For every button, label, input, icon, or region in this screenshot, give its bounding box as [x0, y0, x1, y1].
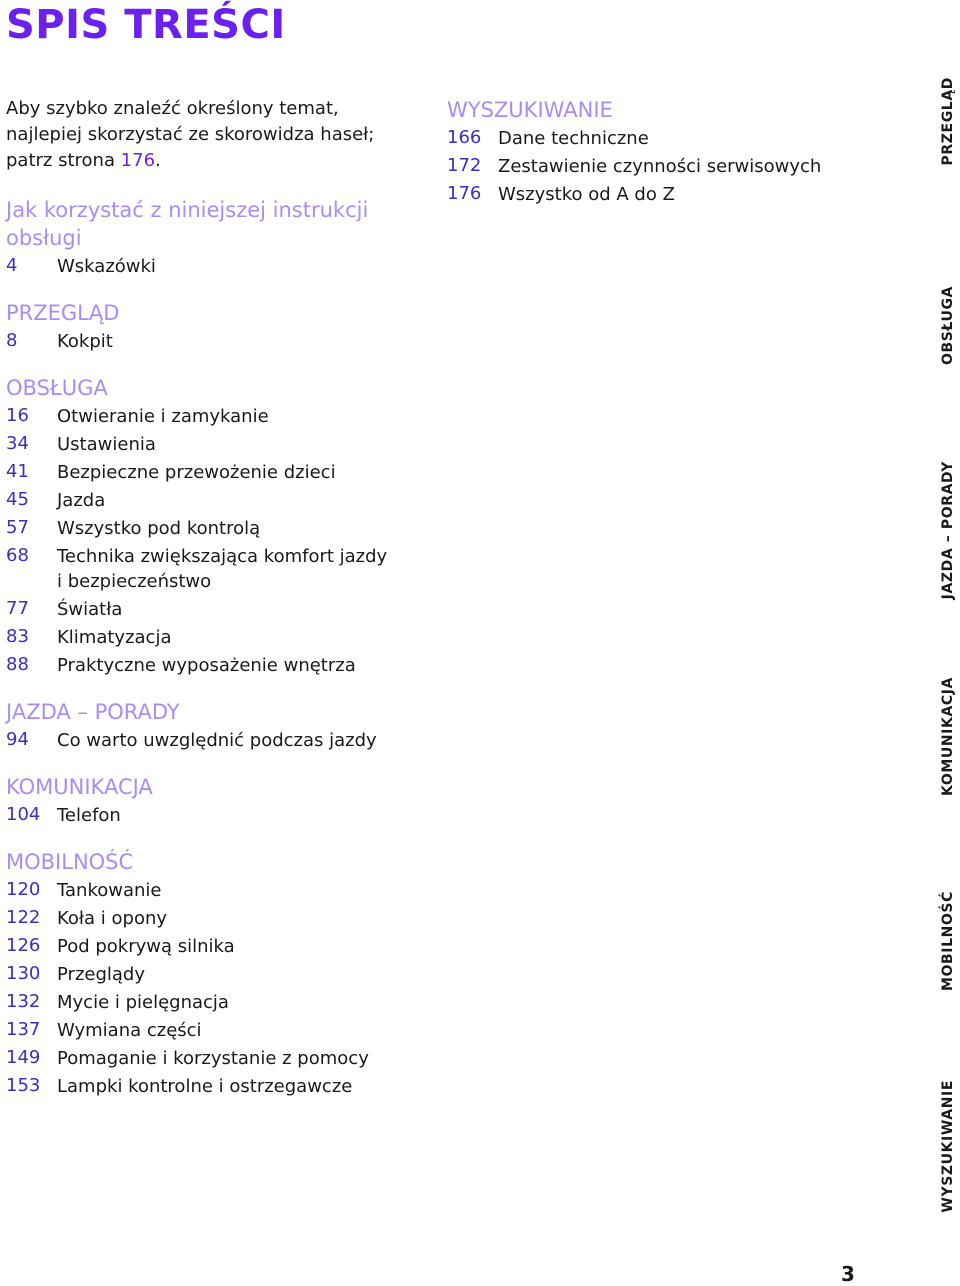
toc-entry[interactable] — [6, 252, 416, 280]
entry-page-number: 122 — [6, 907, 41, 928]
entry-title: Światła — [57, 598, 123, 620]
toc-entry[interactable] — [6, 486, 416, 514]
right-column — [447, 96, 898, 208]
toc-entry[interactable] — [6, 876, 416, 904]
toc-entry[interactable] — [6, 726, 416, 754]
entry-title: Lampki kontrolne i ostrzegawcze — [57, 1075, 353, 1097]
entry-page-number: 130 — [6, 963, 41, 984]
entry-page-number: 77 — [6, 598, 29, 619]
side-tab-przeglad[interactable]: PRZEGLĄD — [940, 76, 956, 166]
entry-page-number: 34 — [6, 433, 29, 454]
page-number: 3 — [841, 1262, 855, 1286]
entry-page-number: 41 — [6, 461, 29, 482]
section-heading: PRZEGLĄD — [6, 301, 120, 325]
toc-entry[interactable] — [6, 651, 416, 679]
entry-title: Mycie i pielęgnacja — [57, 991, 229, 1013]
toc-entry[interactable] — [447, 124, 898, 152]
side-tab-mobilnosc[interactable]: MOBILNOŚĆ — [940, 891, 956, 992]
toc-section — [6, 773, 416, 829]
entry-page-number: 172 — [447, 155, 482, 176]
toc-section — [447, 96, 898, 208]
entry-page-number: 45 — [6, 489, 29, 510]
entry-page-number: 57 — [6, 517, 29, 538]
entry-title: Telefon — [57, 804, 121, 826]
toc-entry[interactable] — [6, 458, 416, 486]
entry-title: Dane techniczne — [498, 127, 649, 149]
entry-title: Tankowanie — [57, 879, 162, 901]
section-heading: KOMUNIKACJA — [6, 775, 153, 799]
entry-page-number: 132 — [6, 991, 41, 1012]
entry-title: Przeglądy — [57, 963, 145, 985]
entry-title: Wymiana części — [57, 1019, 202, 1041]
entry-page-number: 153 — [6, 1075, 41, 1096]
toc-entry[interactable] — [447, 180, 898, 208]
toc-entry[interactable] — [6, 623, 416, 651]
section-heading: WYSZUKIWANIE — [447, 98, 613, 122]
entry-title: Otwieranie i zamykanie — [57, 405, 269, 427]
entry-page-number: 88 — [6, 654, 29, 675]
entry-page-number: 68 — [6, 545, 29, 566]
section-heading: MOBILNOŚĆ — [6, 850, 134, 874]
entry-title: Koła i opony — [57, 907, 168, 929]
toc-entry[interactable] — [6, 1072, 416, 1100]
toc-entry[interactable] — [6, 430, 416, 458]
entry-title: Wskazówki — [57, 255, 156, 277]
entry-title: Ustawienia — [57, 433, 156, 455]
entry-title: Co warto uwzględnić podczas jazdy — [57, 729, 377, 751]
entry-page-number: 4 — [6, 255, 18, 276]
toc-entry[interactable] — [6, 960, 416, 988]
toc-entry[interactable] — [6, 542, 416, 595]
entry-title: Praktyczne wyposażenie wnętrza — [57, 654, 356, 676]
entry-title: Technika zwiększająca komfort jazdy i bezpieczeństwo — [57, 545, 388, 592]
entry-page-number: 104 — [6, 804, 41, 825]
entry-title: Wszystko od A do Z — [498, 183, 675, 205]
entry-title: Bezpieczne przewożenie dzieci — [57, 461, 336, 483]
entry-page-number: 94 — [6, 729, 29, 750]
entry-page-number: 16 — [6, 405, 29, 426]
toc-section — [6, 848, 416, 1100]
toc-section — [6, 374, 416, 679]
toc-entry[interactable] — [6, 327, 416, 355]
toc-entry[interactable] — [6, 514, 416, 542]
section-heading: JAZDA – PORADY — [6, 700, 180, 724]
entry-page-number: 176 — [447, 183, 482, 204]
entry-title: Pomaganie i korzystanie z pomocy — [57, 1047, 369, 1069]
side-tab-obsluga[interactable]: OBSŁUGA — [940, 286, 956, 366]
toc-entry[interactable] — [6, 1016, 416, 1044]
entry-title: Klimatyzacja — [57, 626, 172, 648]
section-heading: OBSŁUGA — [6, 376, 108, 400]
toc-section — [6, 698, 416, 754]
entry-page-number: 149 — [6, 1047, 41, 1068]
toc-entry[interactable] — [6, 595, 416, 623]
toc-section — [6, 196, 416, 280]
entry-page-number: 137 — [6, 1019, 41, 1040]
entry-title: Zestawienie czynności serwisowych — [498, 155, 822, 177]
entry-page-number: 8 — [6, 330, 18, 351]
entry-title: Kokpit — [57, 330, 113, 352]
entry-title: Jazda — [57, 489, 106, 511]
side-tab-komunikacja[interactable]: KOMUNIKACJA — [940, 676, 956, 796]
intro-text: Aby szybko znaleźć określony temat, najlepiej skorzystać ze skorowidza haseł; patrz strona 176. — [6, 98, 375, 171]
side-tab-jazda-porady[interactable]: JAZDA – PORADY — [940, 460, 956, 600]
page-title: SPIS TREŚCI — [6, 2, 286, 48]
entry-page-number: 126 — [6, 935, 41, 956]
entry-page-number: 166 — [447, 127, 482, 148]
toc-entry[interactable] — [6, 904, 416, 932]
toc-entry[interactable] — [6, 402, 416, 430]
toc-entry[interactable] — [447, 152, 898, 180]
toc-entry[interactable] — [6, 932, 416, 960]
toc-section — [6, 299, 416, 355]
toc-entry[interactable] — [6, 801, 416, 829]
toc-entry[interactable] — [6, 1044, 416, 1072]
entry-page-number: 120 — [6, 879, 41, 900]
toc-sections — [6, 196, 416, 1100]
entry-page-number: 83 — [6, 626, 29, 647]
left-column — [6, 96, 416, 1100]
section-heading: Jak korzystać z niniejszej instrukcji obsługi — [6, 198, 369, 250]
entry-title: Pod pokrywą silnika — [57, 935, 235, 957]
toc-sections-right — [447, 96, 898, 208]
index-page-link[interactable]: 176 — [120, 150, 156, 171]
entry-title: Wszystko pod kontrolą — [57, 517, 261, 539]
side-tab-wyszukiwanie[interactable]: WYSZUKIWANIE — [940, 1079, 956, 1213]
toc-entry[interactable] — [6, 988, 416, 1016]
